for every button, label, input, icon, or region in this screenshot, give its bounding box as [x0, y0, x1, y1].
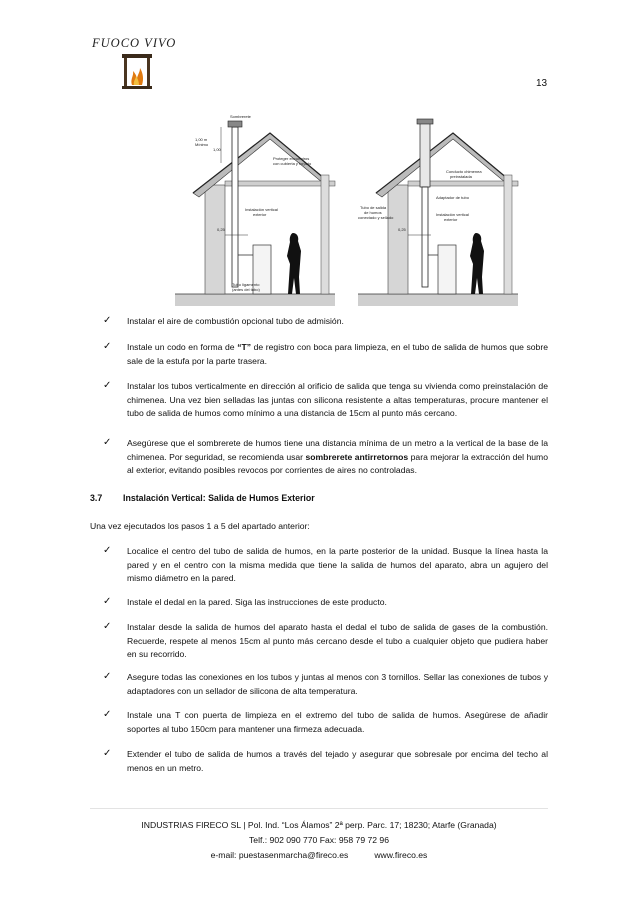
list-item-text: Instale una T con puerta de limpieza en el extremo del tubo de salida de humos. Asegúrese de añadir soportes al tubo 150cm para mantener una firmeza adecuada.	[127, 710, 548, 734]
diagram-right-panel	[358, 119, 518, 306]
list-item-text: Extender el tubo de salida de humos a través del tejado y asegurar que sobresale por encima del techo al menos en un metro.	[127, 749, 548, 773]
section-title: Instalación Vertical: Salida de Humos Exterior	[123, 493, 315, 503]
svg-text:Tubo de salida: Tubo de salida	[360, 205, 387, 210]
svg-text:exterior: exterior	[253, 212, 267, 217]
section-intro: Una vez ejecutados los pasos 1 a 5 del apartado anterior:	[90, 521, 310, 531]
svg-text:Mínimo: Mínimo	[195, 142, 209, 147]
checkmark-icon: ✓	[103, 545, 112, 556]
svg-text:de humos: de humos	[364, 210, 382, 215]
svg-text:0,25: 0,25	[398, 227, 406, 232]
svg-text:1,00 m: 1,00 m	[195, 137, 208, 142]
svg-text:1,00: 1,00	[213, 147, 221, 152]
footer-email[interactable]: e-mail: puestasenmarcha@fireco.es	[210, 849, 349, 860]
checkmark-icon: ✓	[103, 341, 112, 352]
checkmark-icon: ✓	[103, 380, 112, 391]
svg-text:preinstalada: preinstalada	[450, 174, 472, 179]
footer-website[interactable]: www.fireco.es	[374, 849, 428, 860]
list-item-text: Asegure todas las conexiones en los tubos y juntas al menos con 3 tornillos. Sellar las conexiones de tubos y adaptadores con un sellador de silicona de alta temperatura.	[127, 672, 548, 696]
company-logo	[92, 36, 178, 96]
checkmark-icon: ✓	[103, 437, 112, 448]
diagram-left-panel	[175, 114, 335, 306]
svg-text:Adaptador de tubo: Adaptador de tubo	[436, 195, 469, 200]
section-heading	[90, 493, 315, 503]
svg-text:Conducto chimenea: Conducto chimenea	[446, 169, 482, 174]
svg-text:Instalación vertical: Instalación vertical	[245, 207, 278, 212]
svg-text:Instalación vertical: Instalación vertical	[436, 212, 469, 217]
checkmark-icon: ✓	[103, 748, 112, 759]
list-item-text: Instale un codo en forma de “T” de registro con boca para limpieza, en el tubo de salida de humos que sobre sale de la estufa por la parte trasera.	[127, 342, 548, 366]
list-item-text: Instalar los tubos verticalmente en dirección al orificio de salida que tenga su vivienda como preinstalación de chimenea. Una vez bien selladas las juntas con silicona resistente a altas temperaturas, procure mantener el tubo de salida de humos como mínimo a una distancia de 15cm al punto más cercano.	[127, 381, 548, 419]
installation-diagram	[175, 105, 520, 307]
svg-text:Tubo ligamento: Tubo ligamento	[232, 282, 260, 287]
checkmark-icon: ✓	[103, 621, 112, 632]
svg-text:exterior: exterior	[444, 217, 458, 222]
svg-text:Proteger encuentros: Proteger encuentros	[273, 156, 310, 161]
svg-text:Sombrerete: Sombrerete	[230, 114, 251, 119]
footer-address: INDUSTRIAS FIRECO SL | Pol. Ind. “Los Álamos” 2ª perp. Parc. 17; 18230; Atarfe (Granada)	[141, 820, 497, 830]
svg-text:con cubierta y forjado: con cubierta y forjado	[273, 161, 312, 166]
checkmark-icon: ✓	[103, 709, 112, 720]
footer-phone: Telf.: 902 090 770 Fax: 958 79 72 96	[249, 834, 389, 845]
list-item-text: Localice el centro del tubo de salida de humos, en la parte posterior de la unidad. Busque la línea hasta la pared y en el centro con la misma medida que tiene la salida de humos del aparato, abra un agujero del mismo diámetro en la pared.	[127, 546, 548, 584]
page-number: 13	[536, 78, 548, 89]
sombrerete-emphasis: sombrerete antirretornos	[305, 451, 409, 462]
checkmark-icon: ✓	[103, 315, 112, 326]
list-item-text: Instalar desde la salida de humos del aparato hasta el dedal el tubo de salida de gases de la combustión. Recuerde, respete al menos 15cm al punto más cercano desde el tubo a cualquier objeto que pudiera haber en su recorrido.	[127, 622, 548, 660]
svg-text:0,25: 0,25	[217, 227, 225, 232]
footer-contact	[90, 848, 548, 863]
checkmark-icon: ✓	[103, 596, 112, 607]
t-registro-emphasis: “T”	[237, 342, 252, 352]
footer-divider	[90, 808, 548, 809]
svg-text:conectado y sellado: conectado y sellado	[358, 215, 394, 220]
list-item-text: Instale el dedal en la pared. Siga las instrucciones de este producto.	[127, 597, 387, 607]
section-number: 3.7	[90, 493, 103, 503]
checkmark-icon: ✓	[103, 671, 112, 682]
svg-text:(antes del tubo): (antes del tubo)	[232, 287, 260, 292]
logo-text: FUOCO VIVO	[92, 36, 177, 50]
list-item-text: Asegúrese que el sombrerete de humos tiene una distancia mínima de un metro a la vertical de la base de la chimenea. Por seguridad, se recomienda usar sombrerete antirretornos para mejorar la extracción del humo al exterior, evitando posibles revocos por corrientes de aires no controladas.	[127, 438, 548, 476]
page-footer	[90, 818, 548, 862]
list-item-text: Instalar el aire de combustión opcional tubo de admisión.	[127, 316, 344, 326]
fireplace-logo-icon	[120, 52, 154, 92]
